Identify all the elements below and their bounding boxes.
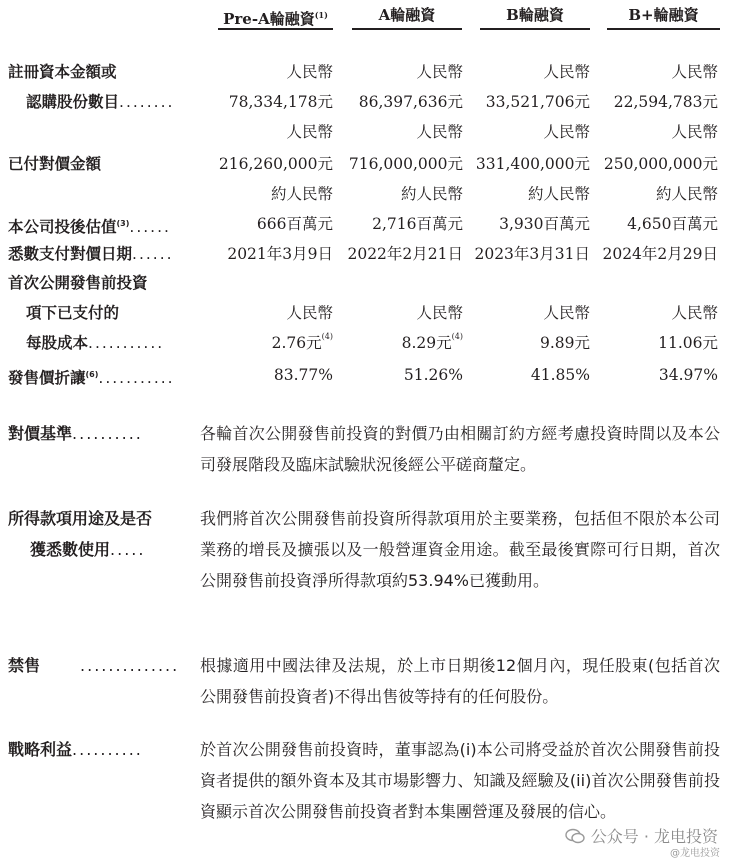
- cell-currency: 人民幣: [543, 123, 590, 141]
- cell-currency: 約人民幣: [655, 185, 718, 203]
- leader-dots: ........: [119, 93, 175, 111]
- label-text: 首次公開發售前投資: [8, 274, 148, 292]
- cell-value: 78,334,178元: [228, 93, 333, 111]
- footnote-marker: (3): [116, 219, 130, 228]
- column-header-label: A輪融資: [378, 6, 436, 24]
- cell-currency: 人民幣: [416, 123, 463, 141]
- label-text: 每股成本: [26, 334, 89, 352]
- leader-dots: .....: [110, 540, 146, 559]
- cell-currency: 人民幣: [543, 63, 590, 81]
- row-label-registered-capital: [8, 59, 117, 85]
- cell-value: 4,650百萬元: [627, 215, 718, 233]
- cell-value: 83.77%: [273, 366, 333, 384]
- label-text: 註冊資本金額或: [8, 63, 117, 81]
- column-header-pre-a: [218, 4, 333, 30]
- cell-value: [402, 330, 463, 356]
- cell-currency: 約人民幣: [527, 185, 590, 203]
- section-text-strategic-benefits: 於首次公開發售前投資時，董事認為(i)本公司將受益於首次公開發售前投資者提供的額外資本及其市場影響力、知識及經驗及(ii)首次公開發售前投資顯示首次公開發售前投資者對本集團營運及發展的信心。: [200, 740, 720, 821]
- row-label-discount: [8, 362, 175, 388]
- cell-value: 33,521,706元: [485, 93, 590, 111]
- label-text: 項下已支付的: [26, 304, 120, 322]
- value-text: 2.76元: [271, 334, 322, 352]
- cell-value: 2024年2月29日: [602, 245, 718, 263]
- cell-value: 22,594,783元: [613, 93, 718, 111]
- row-label-cost-per-share-2: [26, 300, 119, 326]
- section-label-use-of-proceeds-2: [30, 534, 145, 565]
- wechat-icon: [565, 828, 585, 844]
- watermark-text: 公众号 · 龙电投资: [590, 827, 718, 846]
- cell-value: 3,930百萬元: [499, 215, 590, 233]
- footnote-marker: (4): [321, 332, 333, 341]
- column-header-label: B+輪融資: [628, 6, 699, 24]
- cell-currency: 人民幣: [416, 304, 463, 322]
- label-text: 對價基準: [8, 424, 73, 443]
- column-header-label: Pre-A輪融資: [223, 10, 315, 28]
- row-label-valuation: [8, 211, 171, 237]
- leader-dots: ...........: [98, 369, 175, 388]
- label-text: 所得款項用途及是否: [8, 509, 153, 528]
- cell-value: 2023年3月31日: [474, 245, 590, 263]
- cell-currency: 人民幣: [671, 304, 718, 322]
- label-text: 獲悉數使用: [30, 540, 111, 559]
- cell-value: 2,716百萬元: [372, 215, 463, 233]
- cell-currency: 約人民幣: [270, 185, 333, 203]
- row-label-cost-per-share: [8, 270, 148, 296]
- cell-value: 666百萬元: [256, 215, 333, 233]
- label-text: 已付對價金額: [8, 155, 102, 173]
- watermark-small: @龙电投资: [670, 848, 720, 859]
- footnote-marker: (6): [85, 370, 99, 379]
- cell-value: 86,397,636元: [358, 93, 463, 111]
- leader-dots: ..........: [72, 740, 143, 759]
- cell-currency: 人民幣: [671, 63, 718, 81]
- cell-value: 216,260,000元: [218, 155, 333, 173]
- value-text: 8.29元: [401, 334, 452, 352]
- leader-dots: ...........: [88, 334, 165, 352]
- row-label-subscribed-shares: [26, 89, 174, 115]
- cell-currency: 約人民幣: [400, 185, 463, 203]
- cell-value: 716,000,000元: [348, 155, 463, 173]
- cell-value: 2021年3月9日: [227, 245, 333, 263]
- leader-dots: ..............: [80, 656, 180, 675]
- column-header-a: [352, 4, 462, 30]
- column-header-b-plus: [607, 4, 720, 30]
- cell-value: 9.89元: [539, 334, 590, 352]
- cell-value: 11.06元: [658, 334, 718, 352]
- cell-currency: 人民幣: [286, 123, 333, 141]
- section-label-consideration-basis: [8, 418, 143, 449]
- row-label-consideration-paid: [8, 151, 101, 177]
- leader-dots: ..........: [72, 424, 143, 443]
- leader-dots: ......: [129, 218, 171, 237]
- section-label-lock-up: [8, 650, 179, 681]
- cell-currency: 人民幣: [286, 63, 333, 81]
- cell-value: 51.26%: [403, 366, 463, 384]
- cell-currency: 人民幣: [416, 63, 463, 81]
- footnote-marker: (1): [314, 10, 328, 20]
- cell-currency: 人民幣: [543, 304, 590, 322]
- label-text: 本公司投後估值: [8, 218, 117, 237]
- cell-value: 41.85%: [530, 366, 590, 384]
- column-header-b: [480, 4, 590, 30]
- cell-value: 2022年2月21日: [347, 245, 463, 263]
- column-header-label: B輪融資: [506, 6, 564, 24]
- cell-value: 34.97%: [658, 366, 718, 384]
- cell-value: 250,000,000元: [603, 155, 718, 173]
- cell-value: [272, 330, 333, 356]
- cell-currency: 人民幣: [286, 304, 333, 322]
- section-text-consideration-basis: 各輪首次公開發售前投資的對價乃由相關訂約方經考慮投資時間以及本公司發展階段及臨床試驗狀況後經公平磋商釐定。: [200, 424, 720, 474]
- cell-currency: 人民幣: [671, 123, 718, 141]
- cell-value: 331,400,000元: [475, 155, 590, 173]
- leader-dots: ......: [132, 245, 174, 263]
- label-text: 發售價折讓: [8, 369, 86, 388]
- label-text: 戰略利益: [8, 740, 73, 759]
- section-text-use-of-proceeds: 我們將首次公開發售前投資所得款項用於主要業務，包括但不限於本公司業務的增長及擴張以及一般營運資金用途。截至最後實際可行日期，首次公開發售前投資淨所得款項約53.94%已獲動用。: [200, 509, 720, 590]
- label-text: 禁售: [8, 656, 41, 675]
- section-label-use-of-proceeds: [8, 503, 152, 534]
- label-text: 悉數支付對價日期: [8, 245, 133, 263]
- row-label-cost-per-share-3: [26, 330, 164, 356]
- section-text-lock-up: 根據適用中國法律及法規，於上市日期後12個月內，現任股東(包括首次公開發售前投資者)不得出售彼等持有的任何股份。: [200, 656, 720, 706]
- section-label-strategic-benefits: [8, 734, 143, 765]
- row-label-settlement-date: [8, 241, 174, 267]
- footnote-marker: (4): [451, 332, 463, 341]
- label-text: 認購股份數目: [26, 93, 120, 111]
